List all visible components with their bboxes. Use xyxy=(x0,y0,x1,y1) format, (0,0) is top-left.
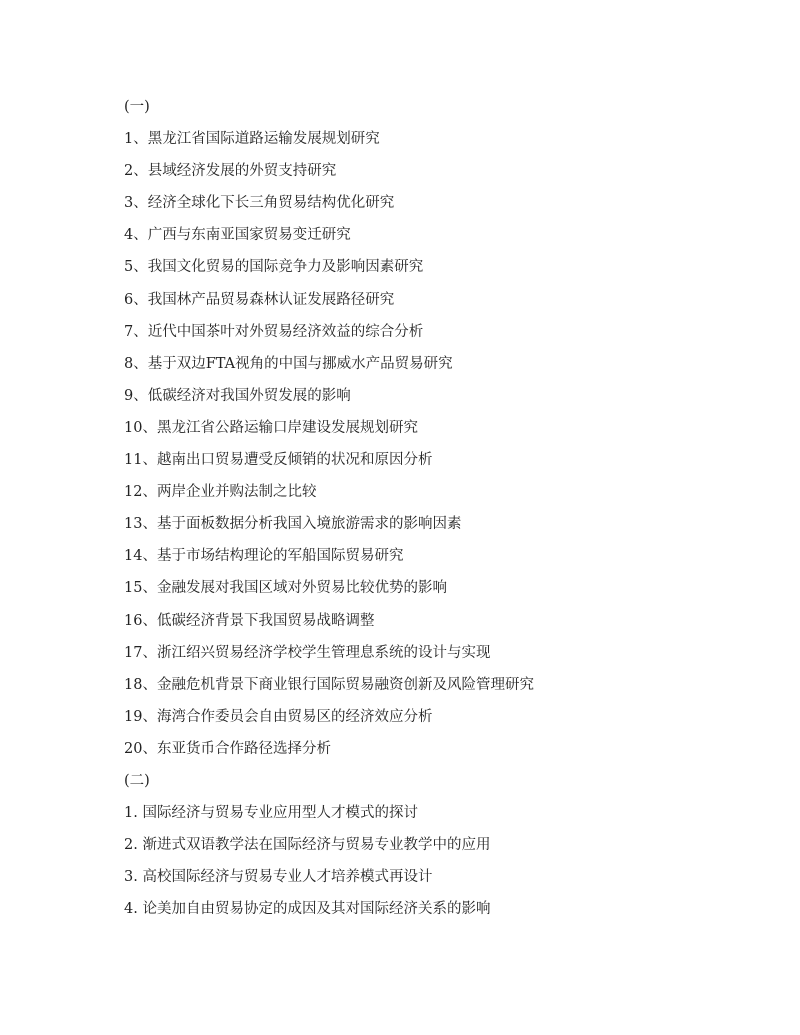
list-item: 5、我国文化贸易的国际竞争力及影响因素研究 xyxy=(124,259,424,276)
list-item: 14、基于市场结构理论的军船国际贸易研究 xyxy=(124,548,404,565)
list-item: 19、海湾合作委员会自由贸易区的经济效应分析 xyxy=(124,708,433,725)
list-item: 11、越南出口贸易遭受反倾销的状况和原因分析 xyxy=(124,452,433,469)
list-item: 2、县域经济发展的外贸支持研究 xyxy=(124,163,337,180)
list-item: 4. 论美加自由贸易协定的成因及其对国际经济关系的影响 xyxy=(124,901,491,918)
list-item: 3. 高校国际经济与贸易专业人才培养模式再设计 xyxy=(124,869,433,886)
list-item: 6、我国林产品贸易森林认证发展路径研究 xyxy=(124,291,395,308)
list-item: 13、基于面板数据分析我国入境旅游需求的影响因素 xyxy=(124,516,462,533)
list-item: 9、低碳经济对我国外贸发展的影响 xyxy=(124,387,351,404)
list-item: 1、黑龙江省国际道路运输发展规划研究 xyxy=(124,131,380,148)
list-item: 12、两岸企业并购法制之比较 xyxy=(124,484,317,501)
section-heading-1: (一) xyxy=(124,99,150,115)
list-item: 4、广西与东南亚国家贸易变迁研究 xyxy=(124,227,351,244)
list-item: 1. 国际经济与贸易专业应用型人才模式的探讨 xyxy=(124,805,418,822)
list-item: 10、黑龙江省公路运输口岸建设发展规划研究 xyxy=(124,419,418,436)
list-item: 17、浙江绍兴贸易经济学校学生管理息系统的设计与实现 xyxy=(124,644,491,661)
list-item: 8、基于双边FTA视角的中国与挪威水产品贸易研究 xyxy=(124,355,453,372)
list-item: 16、低碳经济背景下我国贸易战略调整 xyxy=(124,612,375,629)
list-item: 20、东亚货币合作路径选择分析 xyxy=(124,740,331,757)
list-item: 7、近代中国茶叶对外贸易经济效益的综合分析 xyxy=(124,323,424,340)
section-1-list xyxy=(124,123,744,765)
section-heading-2: (二) xyxy=(124,772,150,789)
section-2-list xyxy=(124,797,744,925)
list-item: 18、金融危机背景下商业银行国际贸易融资创新及风险管理研究 xyxy=(124,676,534,693)
list-item: 3、经济全球化下长三角贸易结构优化研究 xyxy=(124,195,395,212)
list-item: 15、金融发展对我国区域对外贸易比较优势的影响 xyxy=(124,580,447,597)
list-item: 2. 渐进式双语教学法在国际经济与贸易专业教学中的应用 xyxy=(124,837,491,854)
document-body xyxy=(124,91,744,925)
